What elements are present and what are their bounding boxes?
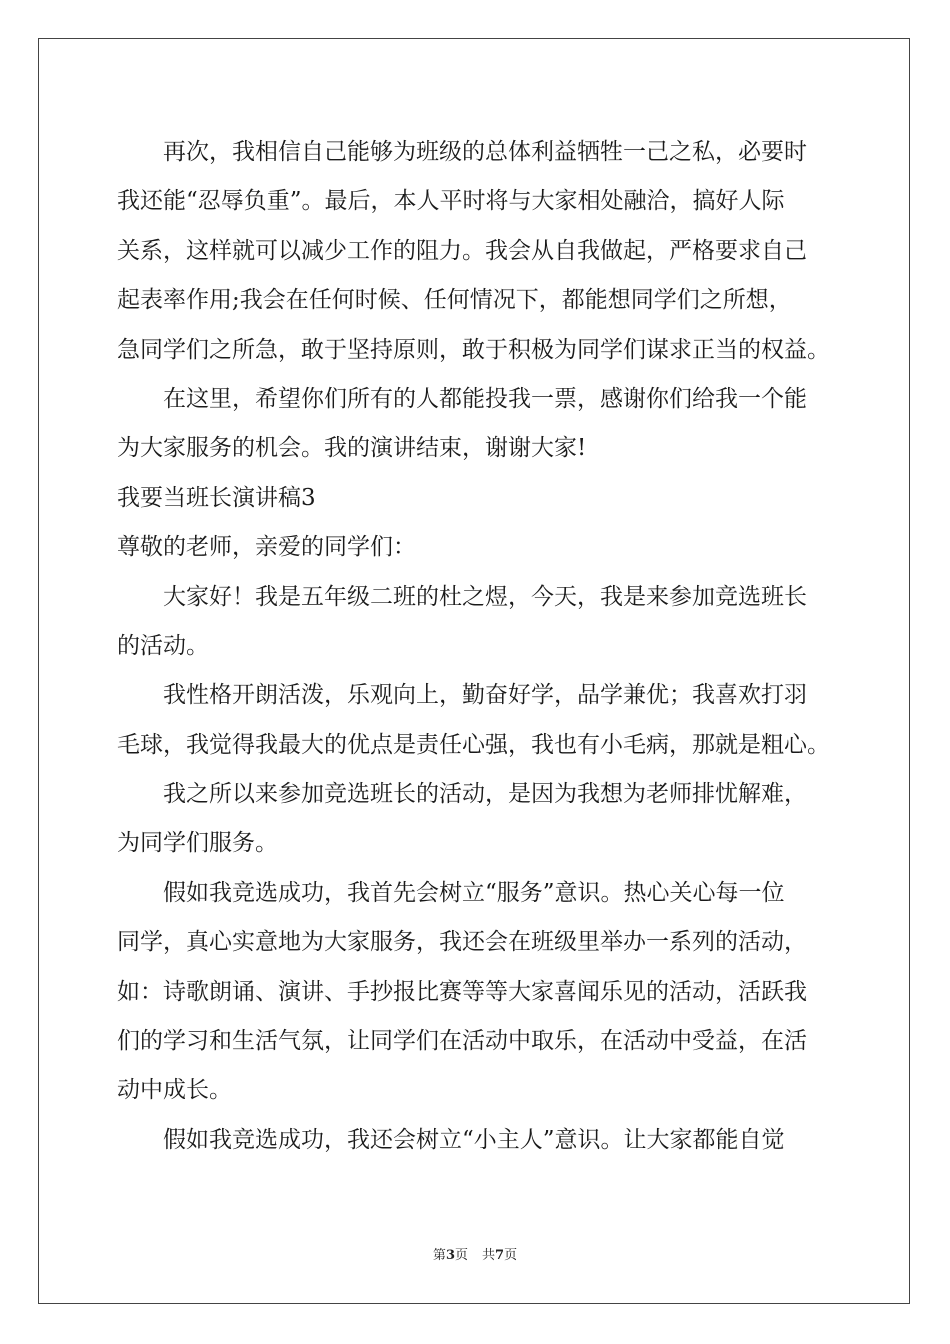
text-line: 大家好！我是五年级二班的杜之煜，今天，我是来参加竞选班长 [163,583,807,610]
section-heading: 我要当班长演讲稿3 [117,484,316,511]
text-line: 再次，我相信自己能够为班级的总体利益牺牲一己之私，必要时 [163,139,807,165]
text-line: 在这里，希望你们所有的人都能投我一票，感谢你们给我一个能 [163,385,807,412]
page-footer [0,1246,950,1266]
text-line: 为大家服务的机会。我的演讲结束，谢谢大家! [117,435,587,462]
text-line: 我还能“忍辱负重”。最后，本人平时将与大家相处融洽，搞好人际 [117,188,785,215]
page-current: 3 [445,1248,455,1263]
text-line: 毛球，我觉得我最大的优点是责任心强，我也有小毛病，那就是粗心。 [117,731,830,758]
text-line: 我之所以来参加竞选班长的活动，是因为我想为老师排忧解难， [163,781,807,808]
text-line: 急同学们之所急，敢于坚持原则，敢于积极为同学们谋求正当的权益。 [117,336,830,363]
text-line: 同学，真心实意地为大家服务，我还会在班级里举办一系列的活动， [117,929,807,956]
page-prefix: 第 [432,1248,446,1263]
text-line: 我性格开朗活泼，乐观向上，勤奋好学，品学兼优；我喜欢打羽 [163,682,807,709]
text-line: 假如我竞选成功，我首先会树立“服务”意识。热心关心每一位 [163,879,785,906]
salutation: 尊敬的老师，亲爱的同学们： [117,534,416,561]
page-total: 7 [495,1248,505,1263]
page-suffix: 页 [454,1248,468,1263]
text-line: 起表率作用;我会在任何时候、任何情况下，都能想同学们之所想， [117,287,792,314]
text-line: 们的学习和生活气氛，让同学们在活动中取乐，在活动中受益，在活 [117,1028,807,1055]
page-total-label [482,1248,517,1263]
text-line: 为同学们服务。 [117,830,278,857]
text-line: 的活动。 [117,632,209,659]
text-line: 如：诗歌朗诵、演讲、手抄报比赛等等大家喜闻乐见的活动，活跃我 [117,978,807,1005]
text-line: 关系，这样就可以减少工作的阻力。我会从自我做起，严格要求自己 [117,237,807,264]
document-body [117,128,837,1165]
text-line: 动中成长。 [117,1077,232,1104]
text-line: 假如我竞选成功，我还会树立“小主人”意识。让大家都能自觉 [163,1126,785,1153]
total-suffix: 页 [504,1248,518,1263]
page-number-label [433,1248,468,1263]
total-prefix: 共 [482,1248,496,1263]
